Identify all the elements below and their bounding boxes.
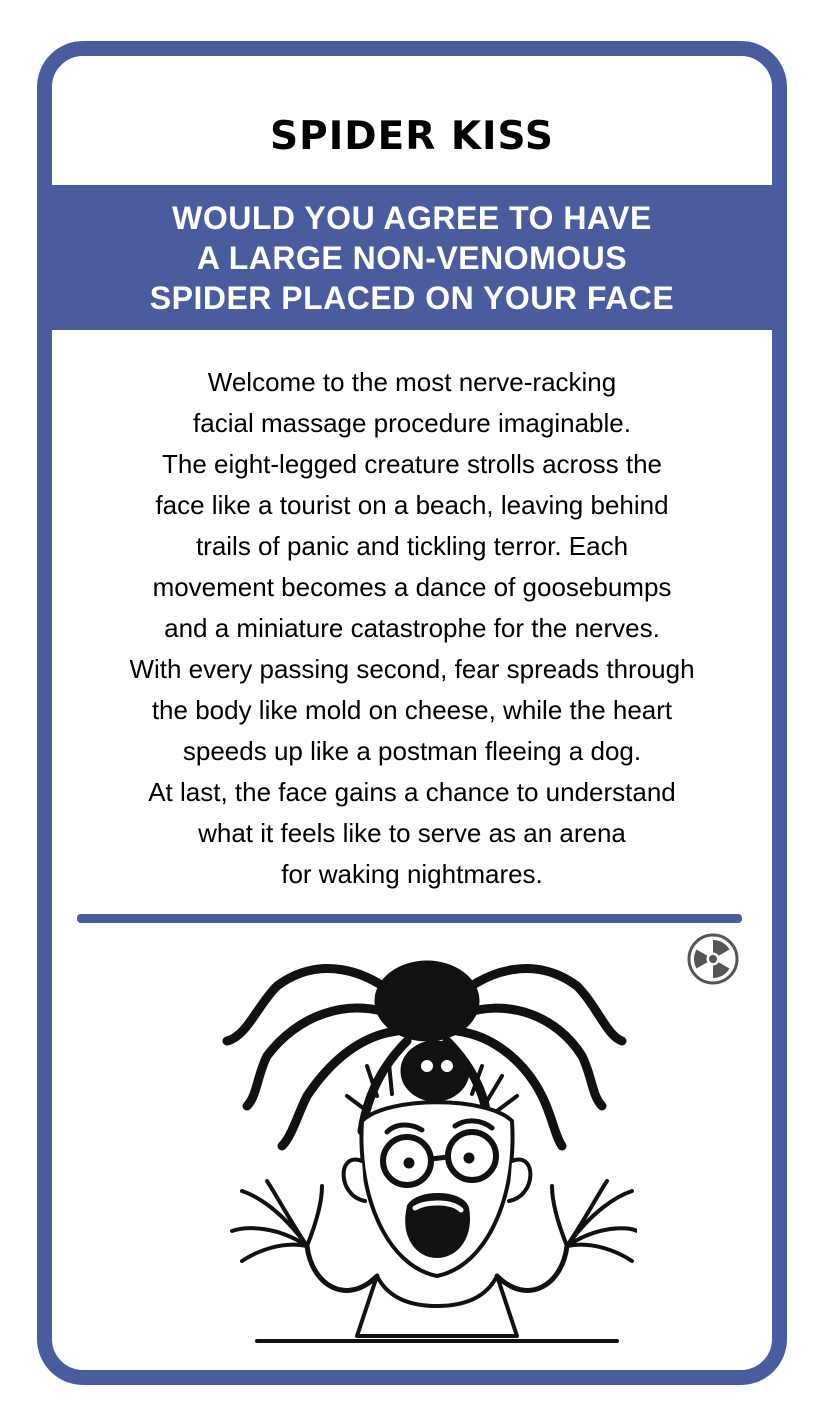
- description-line: speeds up like a postman fleeing a dog.: [182, 736, 642, 766]
- description-line: for waking nightmares.: [281, 859, 543, 889]
- description-line: trails of panic and tickling terror. Each: [195, 531, 629, 561]
- card: [37, 41, 787, 1385]
- description: [52, 362, 772, 895]
- question-line: A LARGE NON-VENOMOUS: [196, 239, 628, 276]
- card-title: SPIDER KISS: [270, 114, 554, 159]
- question-line: WOULD YOU AGREE TO HAVE: [172, 199, 652, 236]
- description-line: With every passing second, fear spreads through: [129, 654, 695, 684]
- radiation-icon: [686, 932, 740, 986]
- description-line: what it feels like to serve as an arena: [198, 818, 626, 848]
- description-line: and a miniature catastrophe for the nerves.: [164, 613, 660, 643]
- description-line: movement becomes a dance of goosebumps: [152, 572, 672, 602]
- divider: [77, 914, 742, 923]
- description-line: the body like mold on cheese, while the heart: [151, 695, 673, 725]
- description-line: Welcome to the most nerve-racking: [207, 367, 617, 397]
- description-line: face like a tourist on a beach, leaving behind: [155, 490, 669, 520]
- scared-person-spider-illustration: [197, 946, 637, 1346]
- description-line: At last, the face gains a chance to understand: [148, 777, 676, 807]
- description-line: The eight-legged creature strolls across the: [161, 449, 663, 479]
- description-line: facial massage procedure imaginable.: [193, 408, 631, 438]
- question-band: [52, 185, 772, 330]
- question-line: SPIDER PLACED ON YOUR FACE: [149, 279, 675, 316]
